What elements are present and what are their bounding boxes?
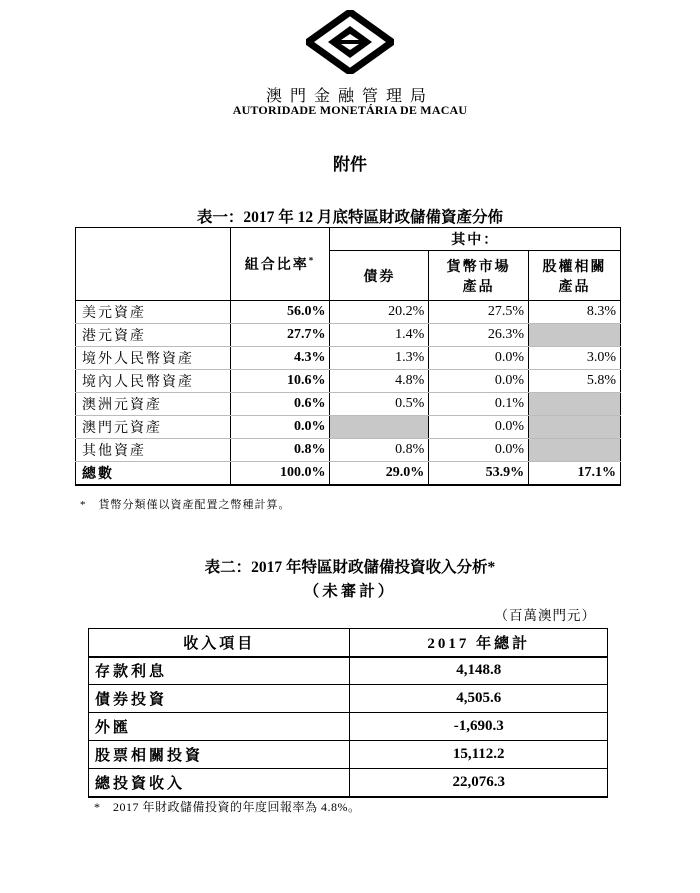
org-name-portuguese: AUTORIDADE MONETÁRIA DE MACAU: [232, 103, 468, 117]
table-row: [76, 370, 621, 393]
row-bonds: 0.8%: [330, 439, 429, 462]
header-money-market: [429, 251, 529, 301]
income-value: 22,076.3: [350, 769, 608, 797]
row-bonds: 1.3%: [330, 347, 429, 370]
total-equity: 17.1%: [529, 462, 621, 485]
table2-title: 表二：2017 年特區財政儲備投資收入分析*: [204, 559, 496, 576]
table2-subtitle: （未審計）: [303, 583, 397, 600]
row-money-market: 0.0%: [429, 370, 529, 393]
row-ratio: 4.3%: [230, 347, 330, 370]
row-money-market: 0.0%: [429, 347, 529, 370]
header-year-total: 2017 年總計: [350, 629, 608, 657]
table-row: [89, 685, 608, 713]
row-ratio: 0.8%: [230, 439, 330, 462]
row-money-market: 0.0%: [429, 416, 529, 439]
row-label: 其他資產: [76, 439, 231, 462]
row-equity: 8.3%: [529, 301, 621, 324]
row-label: 澳洲元資產: [76, 393, 231, 416]
table2-unit: （百萬澳門元）: [494, 608, 596, 623]
header-money-market-line1: 貨幣市場: [446, 259, 511, 275]
row-ratio: 27.7%: [230, 324, 330, 347]
org-name-chinese: 澳門金融管理局: [265, 88, 434, 105]
table-row: [89, 741, 608, 769]
header-equity-line2: 產品: [558, 279, 591, 295]
row-equity-na: [529, 416, 621, 439]
table2-footnote: * 2017 年財政儲備投資的年度回報率為 4.8%。: [94, 800, 361, 814]
total-row: [76, 462, 621, 485]
income-label: 股票相關投資: [89, 741, 350, 769]
row-equity-na: [529, 393, 621, 416]
row-equity-na: [529, 324, 621, 347]
row-label: 澳門元資產: [76, 416, 231, 439]
table1-footnote: * 貨幣分類僅以資產配置之幣種計算。: [80, 499, 291, 511]
income-label: 總投資收入: [89, 769, 350, 797]
header-ratio: [230, 228, 330, 301]
income-label: 存款利息: [89, 657, 350, 685]
amcm-logo-icon: [306, 10, 394, 74]
row-money-market: 27.5%: [429, 301, 529, 324]
table-row: [76, 393, 621, 416]
income-value: 4,148.8: [350, 657, 608, 685]
header-equity: [529, 251, 621, 301]
row-bonds: 20.2%: [330, 301, 429, 324]
header-ratio-label: 組合比率: [244, 258, 309, 273]
income-value: 4,505.6: [350, 685, 608, 713]
header-bonds: 債券: [330, 251, 429, 301]
row-equity: 3.0%: [529, 347, 621, 370]
header-money-market-line2: 產品: [462, 279, 495, 295]
total-ratio: 100.0%: [230, 462, 330, 485]
row-equity: 5.8%: [529, 370, 621, 393]
table-header-row: [89, 629, 608, 657]
row-label: 境內人民幣資產: [76, 370, 231, 393]
reserve-asset-allocation-table: [75, 227, 621, 486]
table-row: [76, 416, 621, 439]
header-ratio-mark: *: [308, 255, 316, 266]
table-row: [76, 324, 621, 347]
row-money-market: 0.0%: [429, 439, 529, 462]
header-blank: [76, 228, 231, 301]
income-label: 外匯: [89, 713, 350, 741]
table-row: [76, 347, 621, 370]
row-bonds: 1.4%: [330, 324, 429, 347]
row-label: 美元資產: [76, 301, 231, 324]
header-of-which: 其中：: [330, 228, 621, 251]
income-label: 債券投資: [89, 685, 350, 713]
row-ratio: 56.0%: [230, 301, 330, 324]
table1-title: 表一：2017 年 12 月底特區財政儲備資產分佈: [196, 209, 504, 226]
income-value: -1,690.3: [350, 713, 608, 741]
table-row: [76, 439, 621, 462]
row-bonds: 0.5%: [330, 393, 429, 416]
row-bonds-na: [330, 416, 429, 439]
table-row: [89, 657, 608, 685]
row-ratio: 0.6%: [230, 393, 330, 416]
row-ratio: 0.0%: [230, 416, 330, 439]
row-ratio: 10.6%: [230, 370, 330, 393]
row-money-market: 0.1%: [429, 393, 529, 416]
investment-income-table: [88, 628, 608, 798]
header-income-item: 收入項目: [89, 629, 350, 657]
total-label: 總數: [76, 462, 231, 485]
total-income-row: [89, 769, 608, 797]
table-row: [89, 713, 608, 741]
income-value: 15,112.2: [350, 741, 608, 769]
row-equity-na: [529, 439, 621, 462]
row-label: 港元資產: [76, 324, 231, 347]
row-bonds: 4.8%: [330, 370, 429, 393]
header-equity-line1: 股權相關: [542, 259, 607, 275]
row-money-market: 26.3%: [429, 324, 529, 347]
row-label: 境外人民幣資產: [76, 347, 231, 370]
annex-label: 附件: [333, 155, 367, 174]
total-money-market: 53.9%: [429, 462, 529, 485]
total-bonds: 29.0%: [330, 462, 429, 485]
table-row: [76, 301, 621, 324]
